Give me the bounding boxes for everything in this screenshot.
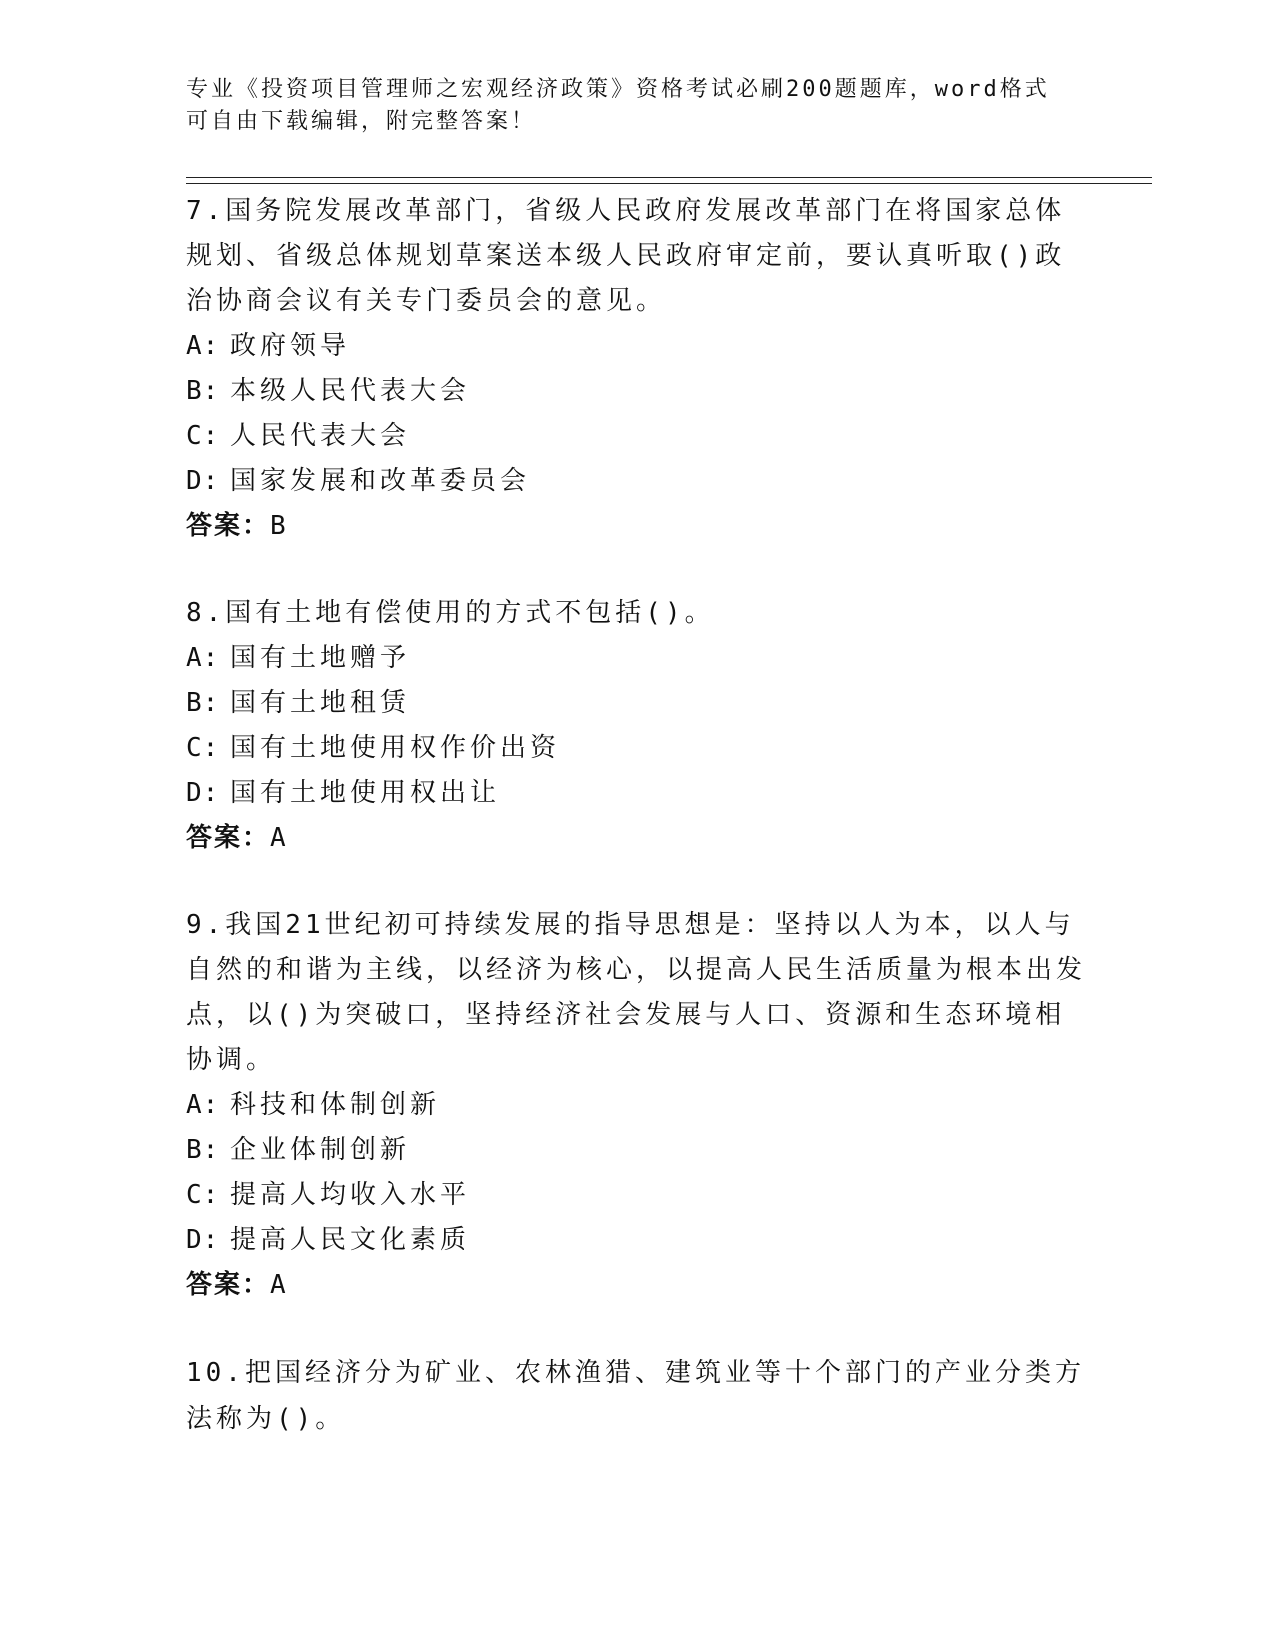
option-c — [186, 414, 1086, 459]
question-stem: 8.国有土地有偿使用的方式不包括()。 — [186, 598, 715, 628]
header-divider-top — [186, 177, 1152, 178]
option-a — [186, 324, 1086, 369]
option-text: 政府领导 — [230, 331, 351, 361]
option-text: 科技和体制创新 — [230, 1090, 441, 1120]
answer-line — [186, 1263, 1086, 1308]
answer-label: 答案： — [186, 823, 271, 853]
answer-value: A — [270, 1270, 288, 1300]
answer-label: 答案： — [186, 511, 271, 541]
option-text: 人民代表大会 — [230, 421, 411, 451]
answer-line — [186, 504, 1086, 549]
option-text: 国有土地租赁 — [230, 688, 411, 718]
option-key: B: — [186, 376, 220, 406]
option-key: A: — [186, 331, 220, 361]
option-c — [186, 1173, 1086, 1218]
option-text: 本级人民代表大会 — [230, 376, 471, 406]
option-b — [186, 681, 1086, 726]
option-a — [186, 1083, 1086, 1128]
option-d — [186, 1218, 1086, 1263]
answer-value: A — [270, 823, 288, 853]
question-stem: 9.我国21世纪初可持续发展的指导思想是：坚持以人为本，以人与自然的和谐为主线，以经济为核心，以提高人民生活质量为根本出发点，以()为突破口，坚持经济社会发展与人口、资源和生态环境相协调。 — [186, 910, 1087, 1075]
option-text: 企业体制创新 — [230, 1135, 411, 1165]
option-text: 国有土地使用权作价出资 — [230, 733, 561, 763]
answer-line — [186, 816, 1086, 861]
option-d — [186, 771, 1086, 816]
option-text: 国有土地赠予 — [230, 643, 411, 673]
option-key: D: — [186, 1225, 220, 1255]
option-d — [186, 459, 1086, 504]
option-text: 提高人均收入水平 — [230, 1180, 471, 1210]
option-b — [186, 369, 1086, 414]
option-key: D: — [186, 778, 220, 808]
option-a — [186, 636, 1086, 681]
option-text: 提高人民文化素质 — [230, 1225, 471, 1255]
option-key: C: — [186, 1180, 220, 1210]
question-7 — [186, 189, 1086, 549]
answer-value: B — [270, 511, 288, 541]
option-key: C: — [186, 733, 220, 763]
option-text: 国家发展和改革委员会 — [230, 466, 531, 496]
option-key: C: — [186, 421, 220, 451]
question-list — [186, 189, 1086, 1484]
question-stem: 10.把国经济分为矿业、农林渔猎、建筑业等十个部门的产业分类方法称为()。 — [186, 1358, 1085, 1434]
option-key: B: — [186, 1135, 220, 1165]
question-8 — [186, 591, 1086, 861]
option-key: B: — [186, 688, 220, 718]
question-9 — [186, 903, 1086, 1308]
answer-label: 答案： — [186, 1270, 271, 1300]
option-key: A: — [186, 643, 220, 673]
option-text: 国有土地使用权出让 — [230, 778, 501, 808]
option-key: D: — [186, 466, 220, 496]
option-c — [186, 726, 1086, 771]
option-b — [186, 1128, 1086, 1173]
header-divider-bottom — [186, 183, 1152, 184]
option-key: A: — [186, 1090, 220, 1120]
question-stem: 7.国务院发展改革部门，省级人民政府发展改革部门在将国家总体规划、省级总体规划草案送本级人民政府审定前，要认真听取()政治协商会议有关专门委员会的意见。 — [186, 196, 1066, 316]
question-10 — [186, 1350, 1086, 1442]
document-header: 专业《投资项目管理师之宏观经济政策》资格考试必刷200题题库，word格式可自由下载编辑，附完整答案！ — [186, 77, 1050, 134]
